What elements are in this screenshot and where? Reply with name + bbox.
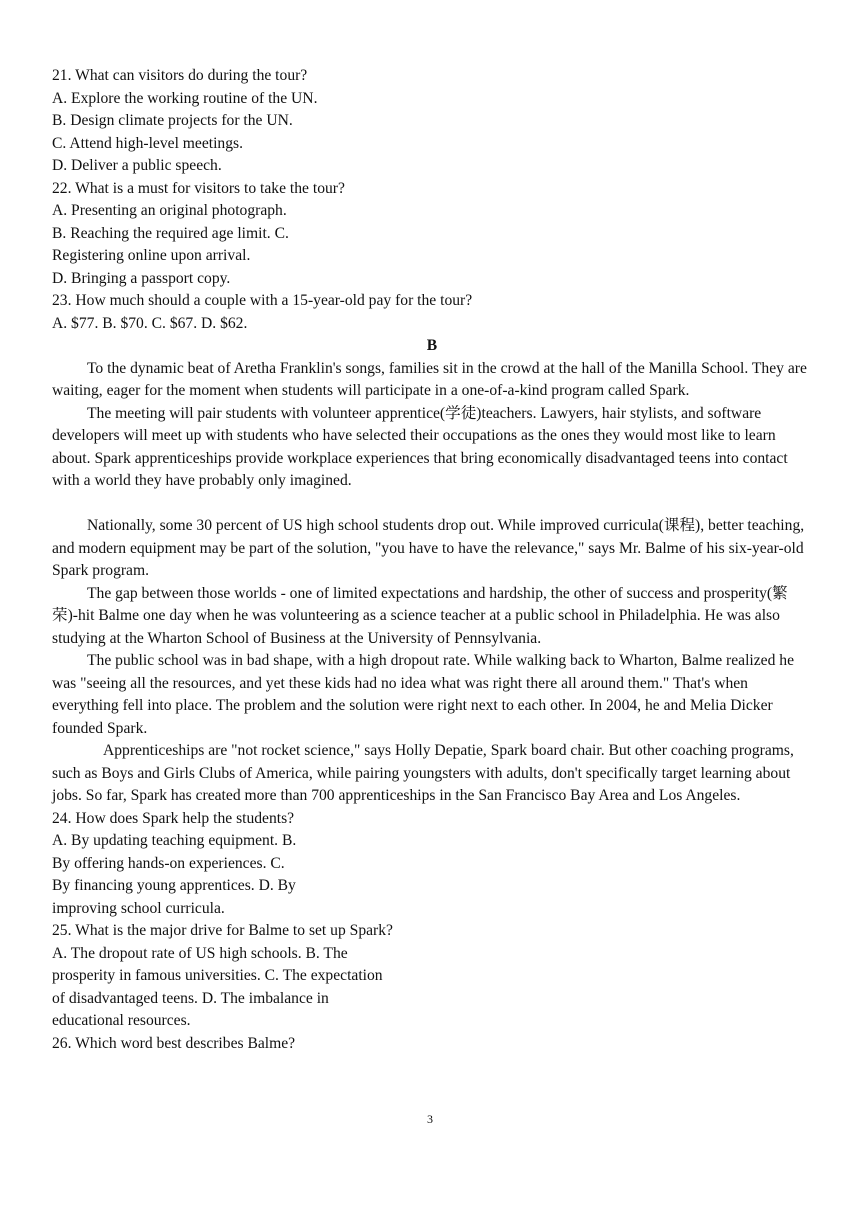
section-heading: B [426, 337, 438, 354]
option-22a: A. Presenting an original photograph. [52, 202, 287, 219]
option-22c-text: Registering online upon arrival. [52, 247, 251, 264]
passage-paragraph-1: To the dynamic beat of Aretha Franklin's songs, families sit in the crowd at the hall of the Manilla School. They are waiting, eager for the moment when students will participate in a one-of-a-kind program called Spark. [52, 359, 807, 399]
passage-paragraph-5: The public school was in bad shape, with a high dropout rate. While walking back to Wharton, Balme realized he was "seeing all the resources, and yet these kids had no idea what was right there all around them." That's when everything fell into place. The problem and the solution were right next to each other. In 2004, he and Melia Dicker founded Spark. [52, 652, 795, 737]
passage-paragraph-2: The meeting will pair students with volunteer apprentice(学徒)teachers. Lawyers, hair stylists, and software developers will meet up with students who have selected their occupations as the ones they would most like to learn about. Spark apprenticeships provide workplace experiences that bring economically disadvantaged teens into contact with a world they have probably only imagined. [52, 404, 788, 489]
paragraph-gap [52, 493, 812, 516]
option-24d: improving school curricula. [52, 899, 225, 917]
option-22d: D. Bringing a passport copy. [52, 269, 231, 287]
option-22b: B. Reaching the required age limit. C. [52, 224, 289, 242]
question-26: 26. Which word best describes Balme? [52, 1034, 296, 1052]
option-24c: By financing young apprentices. D. By [52, 877, 296, 894]
option-25c: of disadvantaged teens. D. The imbalance in [52, 989, 329, 1007]
questions-21-23 [52, 65, 812, 335]
question-23: 23. How much should a couple with a 15-year-old pay for the tour? [52, 292, 473, 309]
questions-24-26 [52, 808, 812, 1056]
passage-paragraph-6: Apprenticeships are "not rocket science," says Holly Depatie, Spark board chair. But other coaching programs, such as Boys and Girls Clubs of America, while pairing youngsters with adults, don't specifically target learning about jobs. So far, Spark has created more than 700 apprenticeships in the San Francisco Bay Area and Los Angeles. [52, 742, 794, 804]
passage-paragraph-4: The gap between those worlds - one of limited expectations and hardship, the other of success and prosperity(繁荣)-hit Balme one day when he was volunteering as a science teacher at a public school in Philadelphia. He was also studying at the Wharton School of Business at the University of Pennsylvania. [52, 584, 788, 647]
option-25d: educational resources. [52, 1012, 191, 1029]
page-number: 3 [427, 1112, 433, 1126]
option-21a: A. Explore the working routine of the UN. [52, 89, 318, 107]
document-page [52, 65, 812, 1055]
question-25: 25. What is the major drive for Balme to set up Spark? [52, 922, 393, 939]
option-25a: A. The dropout rate of US high schools. B. The [52, 944, 348, 962]
option-25b: prosperity in famous universities. C. The expectation [52, 967, 383, 984]
question-22: 22. What is a must for visitors to take the tour? [52, 179, 345, 197]
option-21b: B. Design climate projects for the UN. [52, 112, 293, 129]
options-23: A. $77. B. $70. C. $67. D. $62. [52, 314, 248, 332]
question-21: 21. What can visitors do during the tour? [52, 67, 308, 84]
passage-paragraph-3: Nationally, some 30 percent of US high school students drop out. While improved curricula(课程), better teaching, and modern equipment may be part of the solution, "you have to have the relevance," says Mr. Balme of his six-year-old Spark program. [52, 517, 805, 579]
passage-b [52, 358, 812, 808]
option-24b: By offering hands-on experiences. C. [52, 854, 285, 872]
question-24: 24. How does Spark help the students? [52, 809, 295, 827]
option-24a: A. By updating teaching equipment. B. [52, 832, 297, 849]
option-21d: D. Deliver a public speech. [52, 157, 222, 174]
option-21c: C. Attend high-level meetings. [52, 134, 243, 152]
